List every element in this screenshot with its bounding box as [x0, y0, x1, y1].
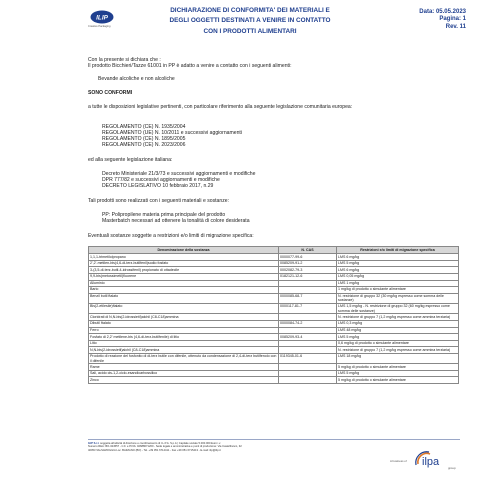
cas-number-cell	[279, 280, 337, 287]
table-row	[89, 273, 459, 280]
table-row	[89, 314, 459, 321]
footer-info	[88, 442, 328, 452]
substance-name-cell: Dibutil ftalato	[89, 320, 279, 327]
it-regulation: Decreto Ministeriale 21/3/73 e successivi aggiornamenti e modifiche	[102, 171, 256, 177]
table-row	[89, 293, 459, 303]
substance-name-cell: Rame	[89, 364, 279, 371]
document-title	[150, 6, 350, 37]
footer-line: Numero REA: BO-324557 - C.F. e P.IVA: 02688071200 - Sede legale e amministrativa e punti di produzione: Via Castelfranco, 32	[88, 445, 242, 449]
cas-number-cell: 0000084-74-2	[279, 320, 337, 327]
restriction-cell: LMS 48 mg/kg	[337, 327, 459, 334]
cas-number-cell: 0119345-01-6	[279, 353, 337, 363]
table-row	[89, 340, 459, 347]
it-regulation: DPR 777/82 e successivi aggiornamenti e modifiche	[102, 177, 220, 183]
substance-name-cell: Bario	[89, 287, 279, 294]
materials-intro: Tali prodotti sono realizzati con i seguenti materiali e sostanze:	[88, 198, 230, 204]
restriction-cell: LMS 5 mg/kg	[337, 370, 459, 377]
substance-name-cell: Zinco	[89, 377, 279, 384]
cas-number-cell	[279, 340, 337, 347]
column-header: N. CAS	[279, 247, 337, 254]
eu-regulation: REGOLAMENTO (UE) N. 10/2011 e successivi aggiornamenti	[102, 130, 242, 136]
revision: Rev. 11	[445, 23, 466, 30]
title-line: DICHIARAZIONE DI CONFORMITA' DEI MATERIALI E	[170, 7, 330, 14]
substance-name-cell: 2',2'-metilen-bis(4,6-di-terz-butilfenil)sodio fosfato	[89, 260, 279, 267]
restriction-cell: LMS 5 mg/kg	[337, 260, 459, 267]
it-intro: ed alla seguente legislazione italiana:	[88, 157, 173, 163]
table-row	[89, 280, 459, 287]
table-row	[89, 347, 459, 354]
substance-name-cell: N,N-bis(2-idrossietil)alchil (C8-C18)ammina	[89, 347, 279, 354]
cas-number-cell: 0002082-79-3	[279, 267, 337, 274]
cas-number-cell	[279, 377, 337, 384]
eu-regulation: REGOLAMENTO (CE) N. 1895/2005	[102, 136, 186, 142]
restriction-cell: N. restrizione di gruppo 32 (30 mg/kg espresso come somma delle sostanze)	[337, 293, 459, 303]
footer-line: 40053 VALSAMOGGIA Loc. BAZZANO (BO) - Tel. +39 051 6714411 - Fax +39 051 6715413 - E-mail: ilip@ilip.it	[88, 448, 221, 452]
substance-name-cell: 9,9-bis(metossimetil)fluorene	[89, 273, 279, 280]
footer-divider	[88, 439, 460, 440]
restriction-cell: N. restrizione di gruppo 7 (1,2 mg/kg espresso come ammina terziaria)	[337, 347, 459, 354]
restriction-cell: LMS 5 mg/kg	[337, 334, 459, 341]
cas-number-cell: 0085209-93-4	[279, 334, 337, 341]
cas-number-cell: 0000117-81-7	[279, 304, 337, 314]
logo-subtitle: Creative Packaging	[88, 25, 111, 28]
material-item: PP: Polipropilene materia prima principale del prodotto	[102, 212, 226, 218]
column-header: Denominazione della sostanza	[89, 247, 279, 254]
table-row	[89, 370, 459, 377]
table-row	[89, 320, 459, 327]
title-line: CON I PRODOTTI ALIMENTARI	[203, 27, 297, 35]
table-row	[89, 327, 459, 334]
ilpa-logo	[412, 450, 464, 470]
ilip-logo	[90, 10, 114, 24]
restriction-cell: 5 mg/kg di prodotto o simulante alimentare	[337, 377, 459, 384]
footer-line: soggetta all'attività di direzione e coordinamento di I.L.P.A. S.p.A | Capitale sociale 5.000.000 Euro i.v.	[100, 442, 221, 445]
table-row	[89, 304, 459, 314]
restriction-cell: 1 mg/kg di prodotto o simulante alimentare	[337, 287, 459, 294]
title-line: DEGLI OGGETTI DESTINATI A VENIRE IN CONTATTO	[169, 17, 331, 25]
restrictions-intro: Eventuali sostanze soggette a restrizioni e/o limiti di migrazione specifica:	[88, 233, 254, 239]
substance-name-cell: Prodotto di reazione del fosfonito di di-terz butile con difenile, ottenuto da condensazione di 2,4-di-terz butilfenolo con il difenile	[89, 353, 279, 363]
cas-number-cell: 0085209-91-2	[279, 260, 337, 267]
restriction-cell: LMS 18 mg/kg	[337, 353, 459, 363]
restriction-cell: 5 mg/kg di prodotto o simulante alimentare	[337, 364, 459, 371]
table-row	[89, 353, 459, 363]
document-date: Data: 05.05.2023	[419, 9, 466, 15]
table-row	[89, 287, 459, 294]
substance-name-cell: 1,1,1-trimetilolpropano	[89, 254, 279, 261]
cas-number-cell	[279, 364, 337, 371]
eu-intro: a tutte le disposizioni legislative pertinenti, con particolare riferimento alla seguente legislazione comunitaria europea:	[88, 104, 353, 110]
cas-number-cell	[279, 287, 337, 294]
ilpa-logo-sub: group	[448, 466, 456, 470]
material-item: Masterbatch necessari ad ottenere la tonalità di colore desiderata	[102, 218, 250, 224]
restriction-cell: LMS 0,05 mg/kg	[337, 273, 459, 280]
document-meta	[400, 9, 466, 31]
restriction-cell: LMS 6 mg/kg	[337, 254, 459, 261]
table-body	[89, 254, 459, 384]
cas-number-cell	[279, 314, 337, 321]
restriction-cell: LMS 1,5 mg/kg - N. restrizione di gruppo 32 (60 mg/kg espresso come somma delle sostanze)	[337, 304, 459, 314]
cas-number-cell	[279, 347, 337, 354]
restriction-cell: N. restrizione di gruppo 7 (1,2 mg/kg espresso come ammina terziaria)	[337, 314, 459, 321]
eu-regulation: REGOLAMENTO (CE) N. 2023/2006	[102, 142, 186, 148]
restriction-cell: LMS 1 mg/kg	[337, 280, 459, 287]
substance-name-cell: Sali, acido cis-1,2-ciclo-esandicarbossilico	[89, 370, 279, 377]
intro-line-2: Il prodotto Bicchieri/Tazze 61001 in PP è adatto a venire a contatto con i seguenti alimenti:	[88, 63, 292, 69]
substance-name-cell: Bis(2-etilesile)ftalato	[89, 304, 279, 314]
substance-name-cell: Alluminio	[89, 280, 279, 287]
table-row	[89, 334, 459, 341]
substance-name-cell: Litio	[89, 340, 279, 347]
it-regulation: DECRETO LEGISLATIVO 10 febbraio 2017, n.29	[102, 183, 214, 189]
restriction-cell: LMS 6 mg/kg	[337, 267, 459, 274]
table-row	[89, 377, 459, 384]
cas-number-cell	[279, 327, 337, 334]
substance-name-cell: Benzil butil ftalato	[89, 293, 279, 303]
cas-number-cell: 0000077-99-6	[279, 254, 337, 261]
table-row	[89, 364, 459, 371]
ilip-logo-text: ILIP	[96, 14, 108, 22]
page-number: Pagina: 1	[439, 16, 466, 23]
restriction-cell: LMS 0,3 mg/kg	[337, 320, 459, 327]
substance-name-cell: Fosfato di 2,2' metilene-bis (4,6-di-terz-butilfenile) di litio	[89, 334, 279, 341]
substance-name-cell: 3-(3,5-di-terz-butil-4-idrossifenil) propionato di ottadecile	[89, 267, 279, 274]
group-prefix: A business of	[390, 459, 407, 463]
table-header-row	[89, 247, 459, 254]
table-row	[89, 260, 459, 267]
food-types: Bevande alcoliche e non alcoliche	[98, 76, 175, 82]
group-brand	[390, 450, 470, 472]
conform-heading: SONO CONFORMI	[88, 90, 133, 96]
substance-name-cell: Cloridrati di N,N-bis(2-idrossietil)alchil (C8-C18)ammina	[89, 314, 279, 321]
cas-number-cell: 0182121-12-6	[279, 273, 337, 280]
eu-regulation: REGOLAMENTO (CE) N. 1935/2004	[102, 124, 186, 130]
cas-number-cell	[279, 370, 337, 377]
ilpa-logo-text: ilpa	[422, 456, 440, 468]
substance-name-cell: Ferro	[89, 327, 279, 334]
column-header: Restrizioni e/o limiti di migrazione specifica	[337, 247, 459, 254]
table-row	[89, 254, 459, 261]
intro-line-1: Con la presente si dichiara che :	[88, 57, 161, 63]
company-name: ILIP S.r.l.	[88, 442, 100, 445]
table-row	[89, 267, 459, 274]
cas-number-cell: 0000085-68-7	[279, 293, 337, 303]
restriction-cell: 0,6 mg/kg di prodotto o simulante alimentare	[337, 340, 459, 347]
substances-table	[88, 246, 459, 384]
